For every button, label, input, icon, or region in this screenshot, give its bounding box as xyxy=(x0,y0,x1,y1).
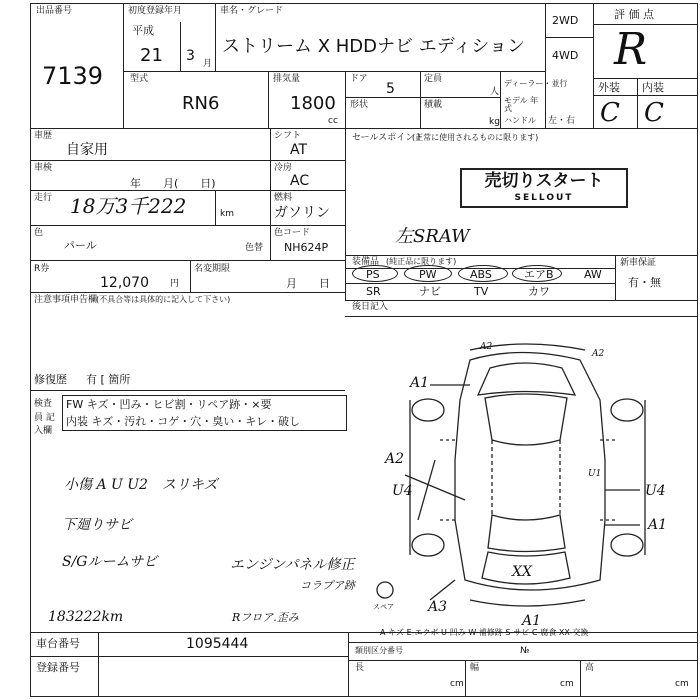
mileage-unit: km xyxy=(220,209,234,219)
spare-tire xyxy=(377,582,393,598)
marker-lines-right xyxy=(605,490,640,525)
color-label: 色 xyxy=(34,228,44,238)
mark-a1-bottom: A1 xyxy=(522,613,542,629)
registration-month: 3 xyxy=(186,48,195,64)
chassis-label: 車台番号 xyxy=(36,637,80,650)
equipment-pw: PW xyxy=(419,268,437,281)
new-warranty-value: 有・無 xyxy=(628,276,661,289)
color-swap-label: 色替 xyxy=(245,243,264,253)
handle-value: 左・右 xyxy=(548,116,576,126)
divider xyxy=(348,642,698,643)
note-line-3: S/Gルームサビ xyxy=(62,554,158,570)
displacement-label: 排気量 xyxy=(273,74,301,84)
caution-label: 注意事項申告欄 xyxy=(34,295,98,305)
equipment-tv: TV xyxy=(474,285,489,298)
note-line-5: コラプア跡 xyxy=(300,579,355,592)
capacity-unit: 人 xyxy=(490,87,500,97)
width-unit: cm xyxy=(560,679,574,689)
equipment-sr: SR xyxy=(366,285,381,298)
color-code-label: 色コード xyxy=(274,228,311,238)
capacity-label: 定員 xyxy=(424,74,443,84)
length-label: 長 xyxy=(355,663,365,673)
car-windshield xyxy=(485,394,567,445)
height-unit: cm xyxy=(675,679,689,689)
new-warranty-label: 新車保証 xyxy=(620,258,657,268)
mark-a2-left: A2 xyxy=(385,451,405,467)
shift-value: AT xyxy=(290,142,308,158)
name-change-label: 名変期限 xyxy=(194,264,231,274)
usage-value: 自家用 xyxy=(66,142,108,158)
handle-label: ハンドル xyxy=(504,116,536,125)
rear-bumper xyxy=(470,600,585,606)
drive-4wd: 4WD xyxy=(552,49,579,62)
wheel-front-right xyxy=(611,399,643,421)
model-name: ストリーム X HDDナビ エディション xyxy=(222,36,525,57)
odometer-note: 183222km xyxy=(48,609,124,625)
doors-label: ドア xyxy=(350,74,368,84)
interior-label: 内装 xyxy=(642,81,664,94)
mark-u1: U1 xyxy=(588,469,602,479)
era: 平成 xyxy=(132,24,154,37)
legend-row-interior: 内装 キズ・汚れ・コゲ・穴・臭い・キレ・破し xyxy=(66,415,301,428)
inspection-value: 年 月( 日) xyxy=(130,177,216,190)
mark-a2-top-left: A2 xyxy=(480,342,493,352)
width-label: 幅 xyxy=(470,663,480,673)
certification-prefix: № xyxy=(520,646,530,656)
color-code-value: NH624P xyxy=(284,241,329,254)
equipment-aw: AW xyxy=(584,268,602,281)
wheel-rear-left xyxy=(412,534,444,556)
mark-a1-right: A1 xyxy=(648,517,668,533)
wheel-front-left xyxy=(412,399,444,421)
sales-handwritten: 左SRAW xyxy=(395,226,470,247)
damage-legend: A-キズ E-エクボ U-凹み W-補修跡 S-サビ C-腐食 XX-交換 xyxy=(380,628,589,637)
mark-u4-right: U4 xyxy=(645,483,666,499)
caution-note: (不具合等は具体的に記入して下さい) xyxy=(96,295,231,304)
chassis-value: 1095444 xyxy=(186,636,249,652)
model-year-label: モデル 年式 xyxy=(504,96,539,113)
lot-number-label: 出品番号 xyxy=(36,6,73,16)
month-unit: 月 xyxy=(203,59,213,69)
length-unit: cm xyxy=(450,679,464,689)
equipment-ps: PS xyxy=(366,268,380,281)
car-roof xyxy=(492,440,560,515)
wheel-rear-right xyxy=(611,534,643,556)
recycle-unit: 円 xyxy=(170,279,180,289)
side-panels xyxy=(410,400,645,555)
divider xyxy=(30,632,698,633)
mileage-value: 18万3千222 xyxy=(70,194,187,218)
drive-2wd: 2WD xyxy=(552,14,579,27)
score-value: R xyxy=(614,24,648,75)
repair-history-label: 修復歴 xyxy=(34,373,67,386)
ac-label: 冷房 xyxy=(274,163,293,173)
car-rear-window xyxy=(488,515,565,552)
equipment-navi: ナビ xyxy=(419,285,441,298)
lot-number: 7139 xyxy=(42,62,104,90)
interior-grade: C xyxy=(644,98,664,128)
recycle-value: 12,070 xyxy=(100,275,149,291)
car-hood xyxy=(478,363,575,395)
displacement-unit: cc xyxy=(328,116,338,126)
inspection-label: 車検 xyxy=(34,163,53,173)
sales-point-note: (正常に使用されるものに限ります) xyxy=(412,133,539,142)
ac-value: AC xyxy=(290,173,310,189)
door-lines xyxy=(440,440,615,520)
dealer-label: ディーラー・並行 xyxy=(504,79,568,88)
displacement-value: 1800 xyxy=(290,93,336,114)
doors-value: 5 xyxy=(386,81,395,97)
registration-label: 登録番号 xyxy=(36,661,80,674)
spare-label: スペア xyxy=(373,603,394,611)
divider xyxy=(30,656,348,657)
car-body-outline xyxy=(455,353,605,591)
after-entry-label: 後日記入 xyxy=(352,302,389,312)
payload-label: 積載 xyxy=(424,100,443,110)
score-label: 評 価 点 xyxy=(614,8,654,21)
mark-a2-top-right: A2 xyxy=(592,349,605,359)
shift-label: シフト xyxy=(274,131,302,141)
note-line-1: 小傷 A U U2 スリキズ xyxy=(64,477,218,493)
mark-u4: U4 xyxy=(392,483,413,499)
damage-marks-left xyxy=(405,460,465,520)
divider xyxy=(98,632,99,697)
exterior-label: 外装 xyxy=(598,81,620,94)
equipment-airbag: エアB xyxy=(524,268,554,281)
legend-row-exterior: FW キズ・凹み・ヒビ割・リペア跡・×要 xyxy=(66,398,272,411)
type-label: 型式 xyxy=(130,74,149,84)
note-line-4: エンジンパネル修正 xyxy=(230,557,355,573)
repair-history-value: 有 [ 箇所 xyxy=(86,373,131,386)
divider xyxy=(348,660,698,661)
registration-year: 21 xyxy=(140,45,163,66)
fuel-value: ガソリン xyxy=(274,205,330,221)
note-line-2: 下廻りサビ xyxy=(62,517,132,533)
height-label: 高 xyxy=(585,663,595,673)
fuel-label: 燃料 xyxy=(274,193,293,203)
marker-line-a3 xyxy=(430,580,455,600)
equipment-label: 装備品 xyxy=(352,257,380,267)
inspector-label: 検査員 記入欄 xyxy=(34,399,55,436)
equipment-leather: カワ xyxy=(528,285,550,298)
divider xyxy=(580,660,581,697)
shape-label: 形状 xyxy=(350,100,369,110)
certification-label: 類別区分番号 xyxy=(355,646,403,655)
mileage-label: 走行 xyxy=(34,193,53,203)
rear-floor-note: Rフロア.歪み xyxy=(232,611,299,624)
equipment-abs: ABS xyxy=(470,268,492,281)
exterior-grade: C xyxy=(600,98,620,128)
color-value: パール xyxy=(64,239,97,252)
sales-point-label: セールスポイント xyxy=(352,133,424,143)
payload-unit: kg xyxy=(489,117,500,127)
type-value: RN6 xyxy=(182,93,220,114)
name-change-value: 月 日 xyxy=(286,277,330,290)
first-registration-label: 初度登録年月 xyxy=(128,6,183,16)
usage-label: 車歴 xyxy=(34,131,53,141)
mark-xx: XX xyxy=(512,564,532,580)
sellout-stamp-main: 売切りスタート xyxy=(484,171,604,191)
equipment-note: (純正品に限ります) xyxy=(386,257,457,266)
mark-a3: A3 xyxy=(428,599,448,615)
model-grade-label: 車名・グレード xyxy=(220,6,284,16)
mark-a1-left: A1 xyxy=(410,375,430,391)
recycle-label: R券 xyxy=(34,264,50,274)
sellout-stamp-sub: SELLOUT xyxy=(514,193,574,203)
divider xyxy=(465,660,466,697)
